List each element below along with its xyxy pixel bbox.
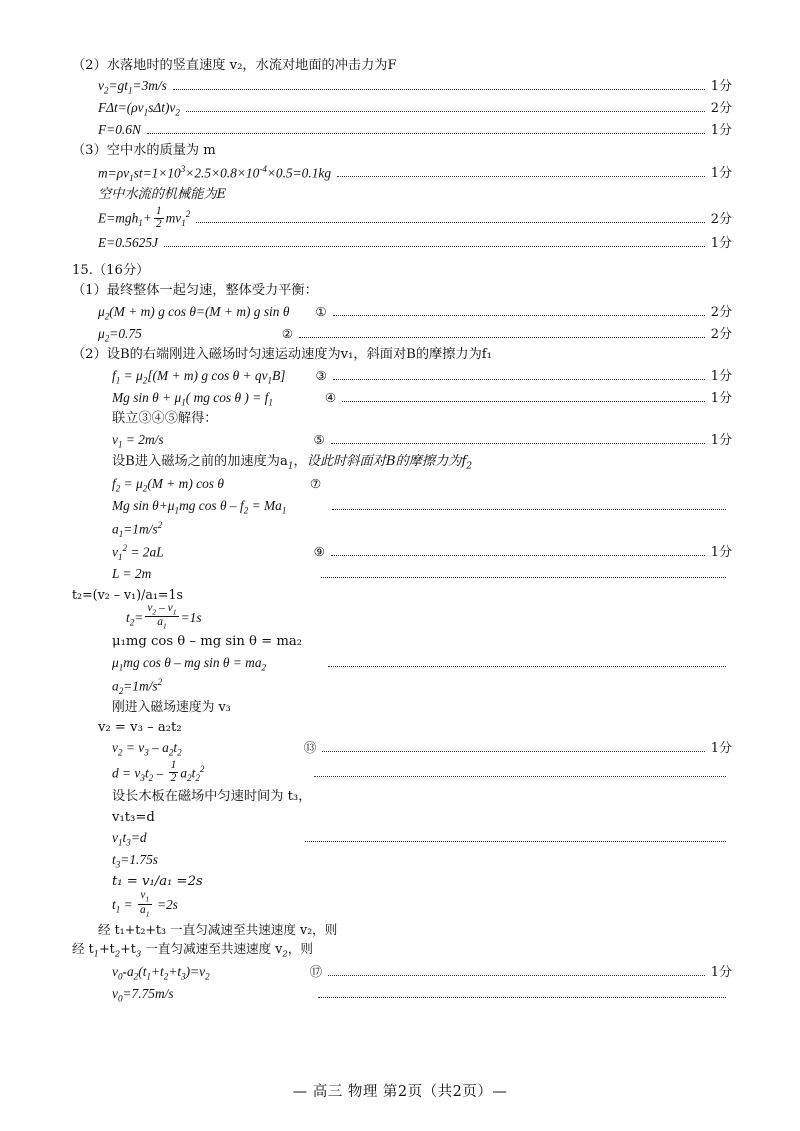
formula: $d = v_3t_2$ – $\frac{1}{2}$ $a_2t_2^2$ bbox=[112, 759, 205, 785]
text: v₂ = v₃ – a₂t₂ bbox=[98, 719, 182, 735]
score: 2分 bbox=[710, 101, 732, 117]
dot-leader bbox=[331, 546, 705, 556]
line-energy-header bbox=[72, 185, 732, 205]
line-impulse-eq bbox=[72, 98, 732, 120]
formula: $t_1$ = $\frac{v_1}{a_1}$ =2s bbox=[112, 889, 178, 919]
line-t1-intro bbox=[72, 872, 732, 892]
dot-leader bbox=[321, 568, 726, 578]
line-eq-3 bbox=[72, 366, 732, 388]
line-a2-value bbox=[72, 675, 732, 698]
line-eq-16 bbox=[72, 962, 732, 984]
formula: $f_2 = \mu_2(M + m)$ cos θ bbox=[112, 476, 224, 494]
eq-tag: ① bbox=[315, 303, 327, 319]
text: 设B进入磁场之前的加速度为$a_1$，设此时斜面对B的摩擦力为$f_2$ bbox=[112, 453, 473, 472]
line-eq-12 bbox=[72, 738, 732, 760]
page-footer: — 高三 物理 第2页（共2页）— bbox=[292, 1084, 508, 1100]
formula: $a_2=1m/s^2$ bbox=[112, 676, 163, 696]
dot-leader bbox=[333, 370, 705, 380]
score: 1分 bbox=[710, 79, 732, 95]
eq-tag: ⑨ bbox=[313, 544, 325, 560]
line-a1-value bbox=[72, 518, 732, 541]
formula: $F\Delta t=(\rho v_1s\Delta t)v_2$ bbox=[98, 100, 180, 118]
line-q14-part3-header bbox=[72, 141, 732, 161]
score: 2分 bbox=[710, 304, 732, 320]
text: t₂=(v₂ – v₁)/a₁=1s bbox=[72, 587, 183, 602]
line-eq-2 bbox=[72, 324, 732, 346]
eq-tag: ④ bbox=[324, 389, 337, 405]
formula: $v_0-a_2(t_1+t_2+t_3)=v_2$ bbox=[112, 964, 210, 982]
text: 联立③④⑤解得： bbox=[112, 411, 218, 427]
dot-leader bbox=[337, 167, 705, 177]
score: 1分 bbox=[710, 432, 732, 448]
formula: $v_1 = 2m/s$ bbox=[112, 431, 164, 450]
line-eq-10 bbox=[72, 601, 732, 633]
formula: $v_1t_3=d$ bbox=[112, 830, 147, 848]
formula: $v_2 = v_3 - a_2t_2$ bbox=[112, 740, 182, 758]
line-energy-result bbox=[72, 233, 732, 254]
eq-tag: ⑰ bbox=[309, 964, 323, 980]
formula: Mg $\sin \theta + \mu_1$( mg cos θ ) = $f_1$ bbox=[112, 389, 273, 408]
line-t3-value bbox=[72, 850, 732, 872]
text: μ₁mg cos θ – mg sin θ = ma₂ bbox=[112, 634, 303, 650]
dot-leader bbox=[186, 102, 705, 112]
line-a2-intro bbox=[72, 632, 732, 652]
text: 设长木板在磁场中匀速时间为 t₃， bbox=[112, 789, 312, 805]
dot-leader bbox=[332, 500, 726, 510]
dot-leader bbox=[305, 832, 726, 842]
formula: L = 2m bbox=[112, 566, 152, 582]
formula: Mg $\sin \theta+\mu_1mg$ $\cos \theta - f_2 = Ma_1$ bbox=[112, 497, 287, 516]
line-mass-eq bbox=[72, 162, 732, 185]
line-solve-10131 bbox=[72, 787, 732, 807]
line-eq-14 bbox=[72, 828, 732, 850]
score: 1分 bbox=[710, 741, 732, 757]
text: v₁t₃=d bbox=[112, 809, 155, 825]
line-force-result bbox=[72, 120, 732, 141]
formula: $v_2=gt_1=3m/s$ bbox=[98, 78, 167, 97]
line-a1-intro bbox=[72, 452, 732, 475]
score: 1分 bbox=[710, 965, 732, 981]
dot-leader bbox=[318, 988, 726, 998]
text: 经 t₁+t₂+t₃ 一直匀减速至共速速度 v₂，则 bbox=[98, 921, 338, 937]
line-note-v3 bbox=[72, 718, 732, 738]
text: （1）最终整体一起匀速，整体受力平衡： bbox=[72, 283, 318, 299]
line-eq-7 bbox=[72, 496, 732, 518]
score: 1分 bbox=[710, 166, 732, 182]
dot-leader bbox=[299, 327, 705, 337]
dot-leader bbox=[147, 124, 705, 134]
line-analysis bbox=[72, 920, 732, 940]
line-eq-1 bbox=[72, 302, 732, 324]
formula: $t_2=$ $\frac{v_2 - v_1}{a_1}$ =1s bbox=[126, 601, 202, 631]
formula: $\mu_1mg$ cos θ – mg $\sin \theta = ma_2$ bbox=[112, 654, 267, 673]
eq-tag: ③ bbox=[315, 367, 327, 383]
line-eq-8 bbox=[72, 541, 732, 564]
formula: $v_1^2 = 2aL$ bbox=[112, 542, 164, 563]
text: （2）设B的右端刚进入磁场时匀速运动速度为v₁，斜面对B的摩擦力为f₁ bbox=[72, 347, 492, 363]
formula: $a_1=1m/s^2$ bbox=[112, 519, 163, 539]
eq-tag: ② bbox=[281, 325, 293, 341]
formula: $\mu_2=0.75$ bbox=[98, 325, 142, 344]
line-v2-eq bbox=[72, 76, 732, 98]
line-eq-9 bbox=[72, 564, 732, 585]
line-eq-4 bbox=[72, 388, 732, 410]
page-content bbox=[72, 56, 732, 1006]
dot-leader bbox=[314, 767, 726, 777]
formula: F=0.6N bbox=[98, 122, 141, 138]
dot-leader bbox=[328, 966, 705, 976]
line-energy-eq bbox=[72, 205, 732, 232]
formula: $m=\rho v_1st=1\times 10^3\times 2.5\times 0.8\times 10^{-4}\times 0.5=0.1kg$ bbox=[98, 163, 332, 183]
eq-tag: ⑤ bbox=[313, 431, 325, 447]
line-eq-5 bbox=[72, 430, 732, 452]
text: （3）空中水的质量为 m bbox=[72, 143, 216, 159]
dot-leader bbox=[173, 80, 705, 90]
score: 1分 bbox=[710, 545, 732, 561]
line-eq-15 bbox=[72, 889, 732, 920]
score: 1分 bbox=[710, 368, 732, 384]
eq-tag: ⑬ bbox=[303, 740, 317, 756]
dot-leader bbox=[331, 434, 705, 444]
formula: $\mu_2(M + m)$ g cos θ=(M + m) g sin θ bbox=[98, 303, 290, 322]
line-q15-part1-header bbox=[72, 281, 732, 301]
text: 刚进入磁场速度为 v₃ bbox=[112, 699, 231, 715]
line-solve-345 bbox=[72, 409, 732, 429]
formula: $t_3=1.75s$ bbox=[112, 851, 158, 870]
dot-leader bbox=[322, 742, 704, 752]
line-eq-17 bbox=[72, 984, 732, 1006]
line-eq-11 bbox=[72, 653, 732, 675]
formula: $f_1 = \mu_2[(M + m)$ g $\cos \theta + qv_1B$] bbox=[112, 367, 286, 386]
score: 1分 bbox=[710, 390, 732, 406]
dot-leader bbox=[328, 657, 726, 667]
line-analysis-2 bbox=[72, 939, 732, 962]
dot-leader bbox=[196, 213, 704, 223]
formula: $v_0=7.75m/s$ bbox=[112, 986, 174, 1004]
line-t3-intro bbox=[72, 808, 732, 828]
eq-tag: ⑦ bbox=[309, 476, 322, 492]
score: 2分 bbox=[710, 211, 732, 227]
text: （2）水落地时的竖直速度 v₂，水流对地面的冲击力为F bbox=[72, 58, 397, 73]
heading-q15 bbox=[72, 261, 732, 281]
line-q15-part2-header bbox=[72, 345, 732, 365]
line-eq-6 bbox=[72, 474, 732, 496]
formula: E=0.5625J bbox=[98, 234, 158, 250]
line-q14-part2-header bbox=[72, 56, 732, 76]
score: 1分 bbox=[710, 235, 732, 251]
line-eq-13 bbox=[72, 760, 732, 787]
score: 1分 bbox=[710, 123, 732, 139]
dot-leader bbox=[342, 391, 705, 401]
text: 空中水流的机械能为E bbox=[98, 186, 227, 202]
line-note-equal-time bbox=[72, 698, 732, 718]
text: t₁ = v₁/a₁ =2s bbox=[112, 873, 203, 889]
formula: E=mgh$_1$+ $\frac{1}{2}$ $mv_1^2$ bbox=[98, 204, 191, 230]
text: 15.（16分） bbox=[72, 262, 150, 278]
text: 经 $t_1+t_2+t_3$ 一直匀减速至共速速度 $v_2$，则 bbox=[72, 941, 313, 960]
dot-leader bbox=[333, 306, 705, 316]
dot-leader bbox=[164, 237, 705, 247]
score: 2分 bbox=[710, 326, 732, 342]
